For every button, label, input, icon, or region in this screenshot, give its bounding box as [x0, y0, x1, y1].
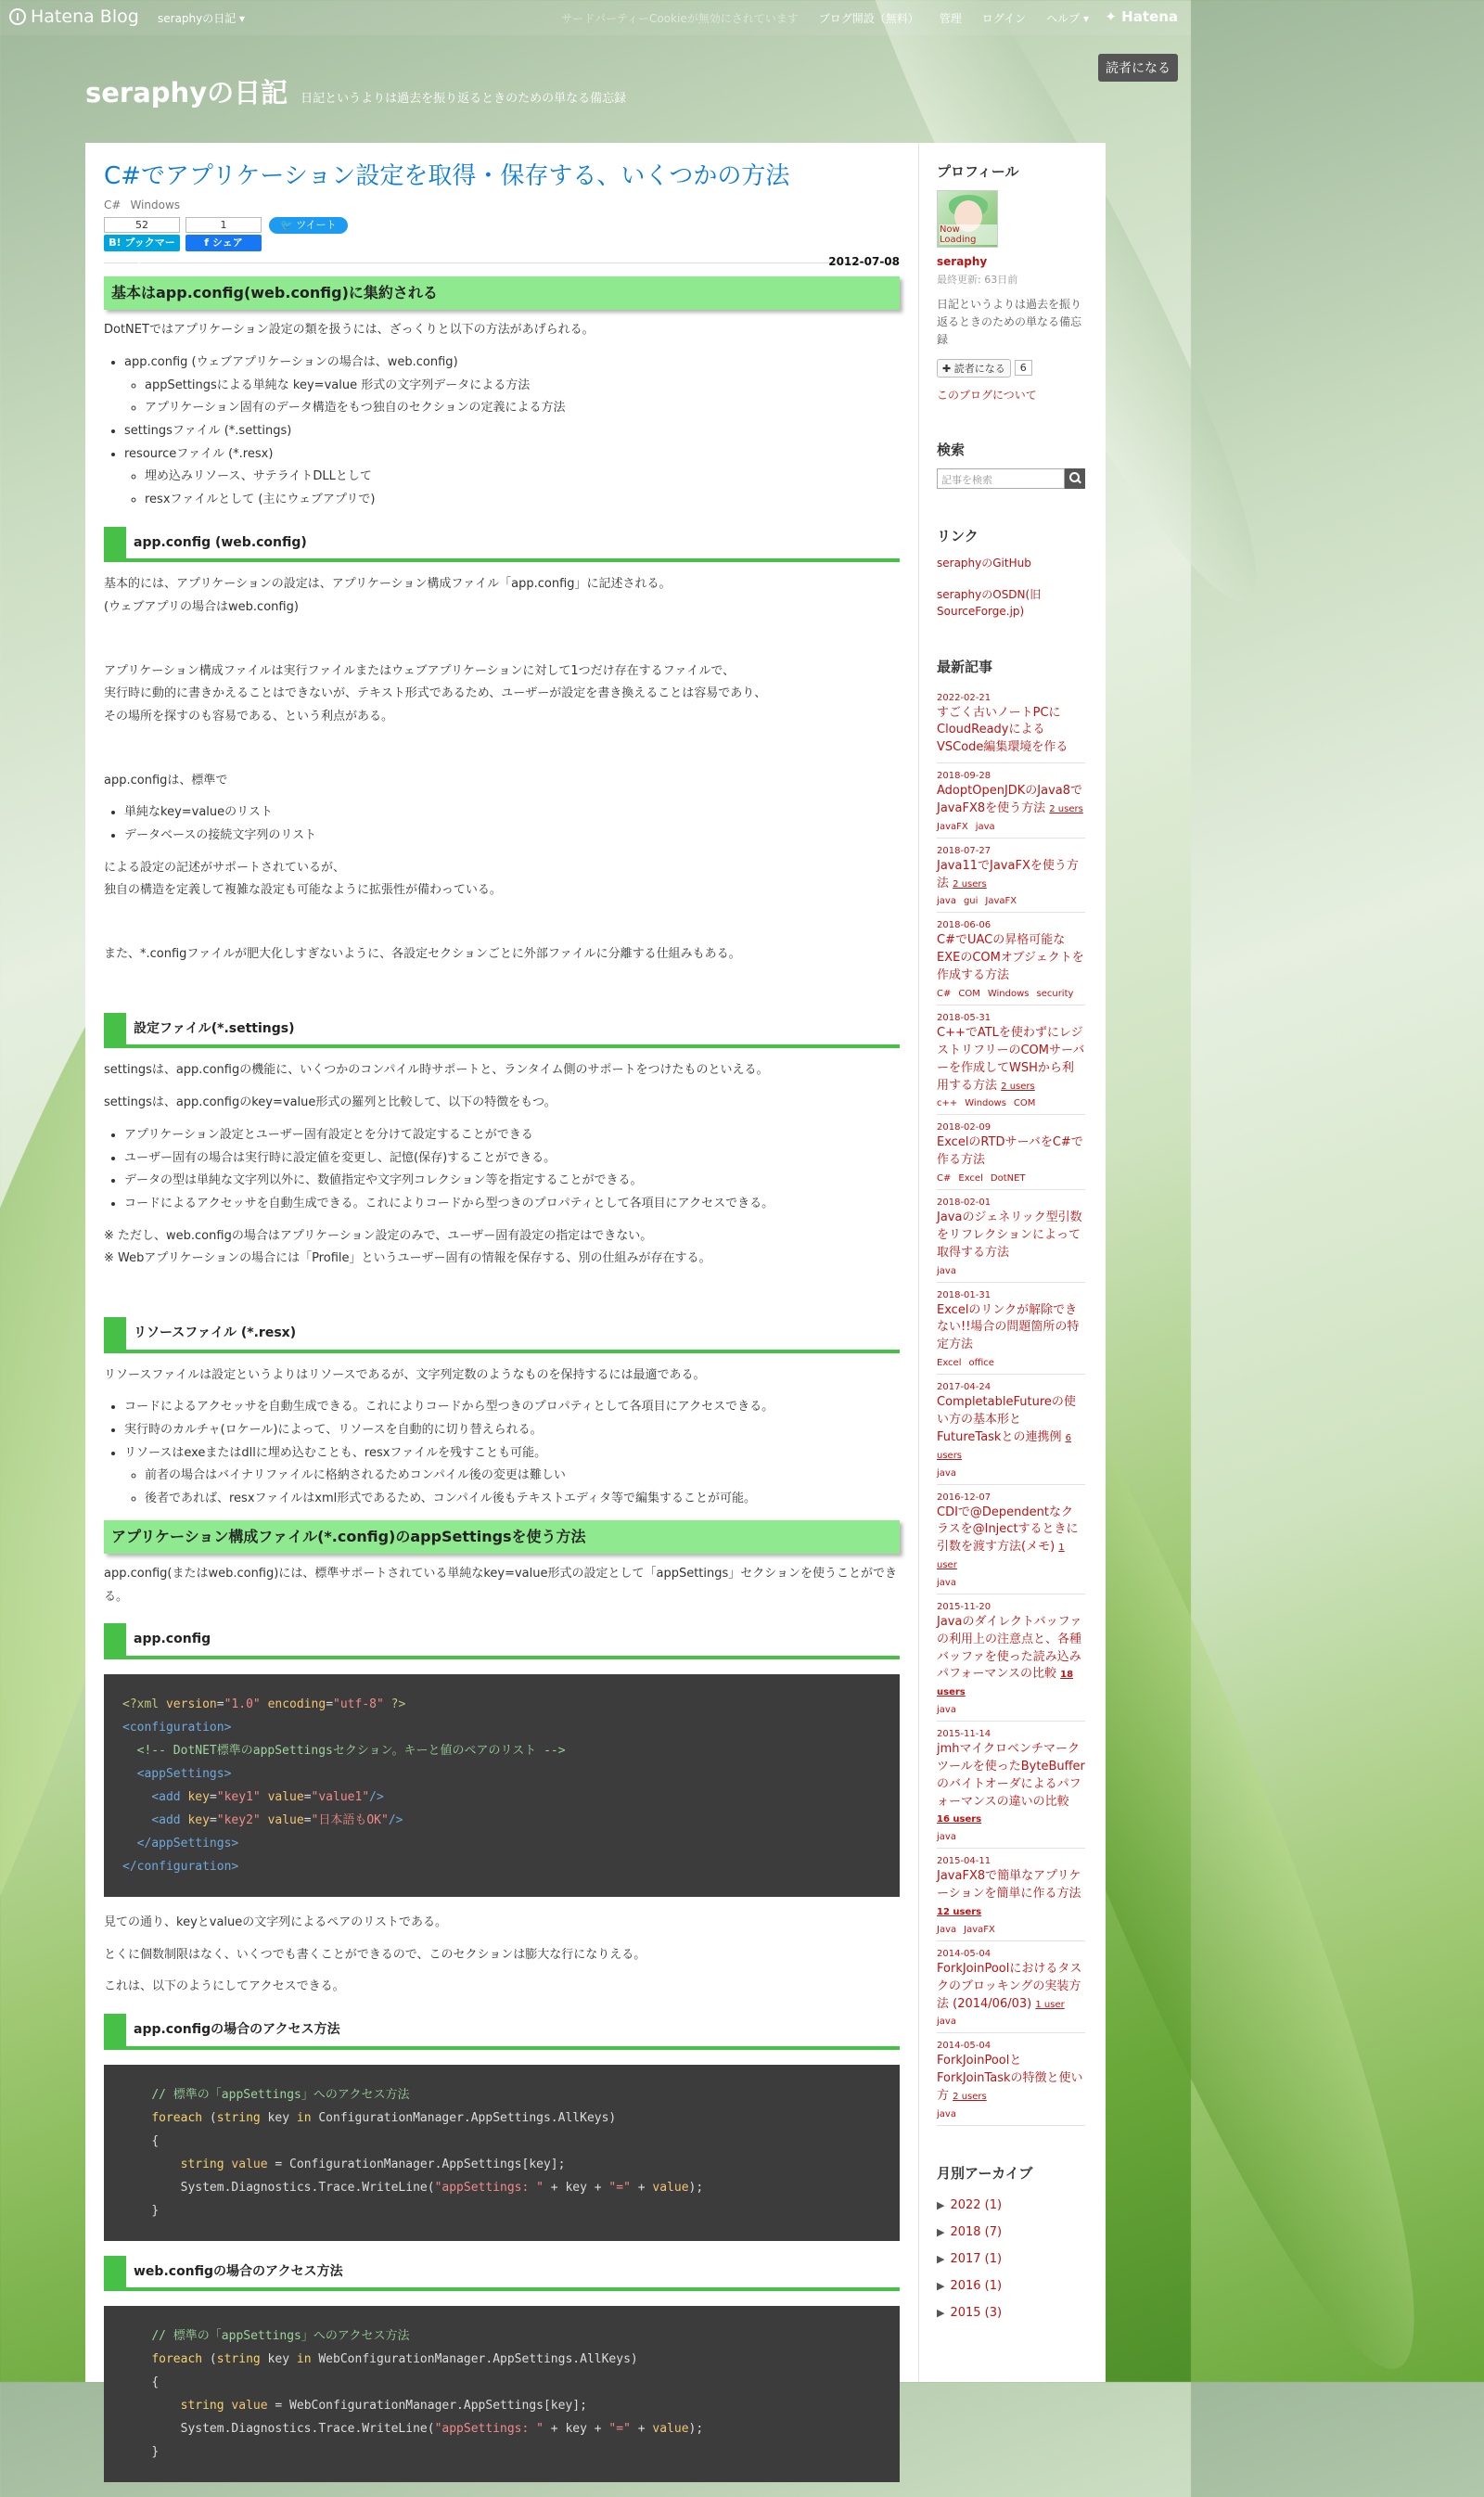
category-link[interactable]: office: [968, 1358, 994, 1369]
hatena-blog-icon: [9, 8, 26, 25]
category-link[interactable]: Windows: [130, 198, 181, 211]
category-link[interactable]: C#: [937, 989, 952, 999]
list-item: • アプリケーション設定とユーザー固有設定とを分けて設定することができる: [124, 1124, 900, 1147]
list-item: • リソースはexeまたはdllに埋め込むことも、resxファイルを残すことも可能。 ◦ 前者の場合はバイナリファイルに格納されるためコンパイル後の変更は難しい ◦ 後者であれば、resxファイルはxml形式であるため、コンパイル後もテキストエディタ等で編集することが可能。: [124, 1442, 900, 1511]
recent-entry[interactable]: [937, 2033, 1085, 2126]
blog-header: [85, 72, 626, 110]
login-link[interactable]: ログイン: [981, 12, 1027, 25]
paragraph: 見ての通り、keyとvalueの文字列によるペアのリストである。: [104, 1915, 448, 1930]
section-heading: 基本はapp.config(web.config)に集約される: [104, 276, 900, 310]
bookmark-users[interactable]: 1 user: [1035, 1999, 1065, 2010]
recent-entry[interactable]: [937, 1005, 1085, 1115]
recent-entry-title[interactable]: JavaFX8で簡単なアプリケーションを簡単に作る方法 12 users: [937, 1869, 1081, 1917]
recent-entry-title[interactable]: CompletableFutureの使い方の基本形とFutureTaskとの連携例 6 users: [937, 1395, 1076, 1461]
list-item: ◦ 後者であれば、resxファイルはxml形式であるため、コンパイル後もテキストエディタ等で編集することが可能。: [145, 1488, 900, 1511]
hatena-bookmark-button[interactable]: [104, 217, 180, 265]
search-module: [937, 440, 1085, 489]
paragraph: これは、以下のようにしてアクセスできる。: [104, 1979, 345, 1994]
category-link[interactable]: Excel: [937, 1358, 962, 1369]
blog-menu[interactable]: seraphyの日記 ▾: [158, 12, 246, 25]
category-link[interactable]: JavaFX: [937, 821, 968, 832]
subsection-heading: web.configの場合のアクセス方法: [104, 2256, 900, 2292]
bookmark-users[interactable]: 2 users: [1001, 1081, 1035, 1092]
avatar[interactable]: [937, 190, 998, 248]
list-item: ◦ 前者の場合はバイナリファイルに格納されるためコンパイル後の変更は難しい: [145, 1465, 900, 1488]
recent-entry-title[interactable]: C++でATLを使わずにレジストリフリーのCOMサーバーを作成してWSHから利用する方法 2 users: [937, 1026, 1085, 1093]
recent-entry-date: 2018-02-09: [937, 1122, 991, 1133]
category-link[interactable]: java: [937, 2017, 956, 2028]
recent-entry-title[interactable]: ExcelのRTDサーバをC#で作る方法: [937, 1135, 1083, 1168]
expand-triangle-icon[interactable]: ▶: [937, 2198, 945, 2211]
module-heading: リンク: [937, 527, 979, 544]
hatena-blog-logo[interactable]: Hatena Blog: [9, 6, 139, 27]
list-item: • 実行時のカルチャ(ロケール)によって、リソースを自動的に切り替えられる。: [124, 1419, 900, 1442]
follow-row: [937, 359, 1085, 378]
entry-body: [104, 276, 900, 2482]
category-link[interactable]: Windows: [987, 989, 1030, 999]
recent-entry-tags: [937, 822, 1085, 832]
osdn-link[interactable]: seraphyのOSDN(旧SourceForge.jp): [937, 587, 1042, 618]
about-blog-link[interactable]: このブログについて: [937, 388, 1037, 402]
archive-year[interactable]: ▶ 2022 (1): [937, 2197, 1003, 2212]
paragraph: による設定の記述がサポートされているが、 独自の構造を定義して複雑な設定も可能なように拡張性が備わっている。: [104, 860, 502, 898]
recent-entry[interactable]: [937, 839, 1085, 914]
sidebar: [937, 161, 1085, 2363]
tweet-button[interactable]: 🐦 ツイート: [269, 217, 348, 234]
recent-entry-tags: [937, 1705, 1085, 1715]
category-link[interactable]: JavaFX: [985, 896, 1017, 907]
subsection-heading: リソースファイル (*.resx): [104, 1317, 900, 1353]
recent-entry[interactable]: [937, 913, 1085, 1005]
entry-categories: [104, 198, 900, 211]
recent-entry-title[interactable]: CDIで@Dependentなクラスを@Injectするときに引数を渡す方法(メモ) 1 user: [937, 1505, 1079, 1571]
category-link[interactable]: java: [937, 1705, 956, 1716]
bookmark-users[interactable]: 2 users: [1049, 803, 1083, 814]
subscribe-button[interactable]: 読者になる: [1098, 54, 1178, 82]
last-updated: 最終更新: 63日前: [937, 274, 1018, 286]
blog-title[interactable]: seraphyの日記: [85, 77, 288, 109]
follower-count: 6: [1015, 360, 1032, 376]
recent-entry-date: 2015-04-11: [937, 1856, 991, 1867]
category-link[interactable]: Excel: [958, 1173, 983, 1184]
paragraph: とくに個数制限はなく、いくつでも書くことができるので、このセクションは膨大な行になりえる。: [104, 1947, 646, 1962]
module-heading: 最新記事: [937, 658, 993, 675]
recent-entry-title[interactable]: すごく古いノートPCにCloudReadyによるVSCode編集環境を作る: [937, 705, 1068, 755]
bookmark-users[interactable]: 2 users: [953, 2092, 987, 2103]
recent-entry-tags: [937, 2017, 1085, 2027]
recent-entry[interactable]: [937, 1941, 1085, 2034]
profile-description: 日記というよりは過去を振り返るときのための単なる備忘録: [937, 298, 1082, 347]
content-container: [85, 143, 1106, 2460]
category-link[interactable]: COM: [1013, 1098, 1036, 1109]
archive-year[interactable]: ▶ 2017 (1): [937, 2251, 1003, 2266]
bookmark-users[interactable]: 12 users: [937, 1907, 982, 1917]
recent-entry-tags: [937, 1098, 1085, 1108]
category-link[interactable]: java: [937, 896, 956, 907]
category-link[interactable]: java: [937, 1832, 956, 1843]
recent-entry[interactable]: [937, 1594, 1085, 1722]
recent-entry-tags: [937, 1173, 1085, 1184]
list-item: ◦ 埋め込みリソース、サテライトDLLとして: [145, 466, 900, 489]
follow-button[interactable]: ✚ 読者になる: [937, 359, 1011, 378]
recent-entry-tags: [937, 989, 1085, 999]
list-item: ◦ appSettingsによる単純な key=value 形式の文字列データによる方法: [145, 375, 900, 398]
search-input[interactable]: 記事を検索: [937, 468, 1065, 489]
subsection-heading: app.config: [104, 1623, 900, 1659]
list-item: • resourceファイル (*.resx) ◦ 埋め込みリソース、サテライトDLLとして ◦ resxファイルとして (主にウェブアプリで): [124, 443, 900, 512]
archive-year[interactable]: ▶ 2015 (3): [937, 2305, 1003, 2320]
recent-entry-date: 2017-04-24: [937, 1382, 991, 1393]
recent-entry-tags: [937, 1832, 1085, 1842]
recent-entry-title[interactable]: Java11でJavaFXを使う方法 2 users: [937, 858, 1079, 890]
bookmark-label: B! ブックマーク: [104, 235, 180, 251]
recent-entry[interactable]: [937, 1375, 1085, 1484]
share-label: f シェア: [186, 235, 262, 251]
recent-entry-title[interactable]: Excelのリンクが解除できない!!場合の問題箇所の特定方法: [937, 1302, 1080, 1352]
category-link[interactable]: gui: [963, 896, 979, 907]
recent-entry-tags: [937, 1266, 1085, 1276]
global-links: [561, 10, 1089, 26]
recent-entry-date: 2018-07-27: [937, 845, 991, 856]
recent-entry-tags: [937, 1925, 1085, 1935]
recent-entry[interactable]: [937, 763, 1085, 839]
category-link[interactable]: java: [937, 1577, 956, 1588]
bookmark-users[interactable]: 18 users: [937, 1670, 1074, 1698]
hatena-logo[interactable]: ✦ Hatena: [1105, 8, 1178, 25]
expand-triangle-icon[interactable]: ▶: [937, 2279, 945, 2292]
list-item: • データベースの接続文字列のリスト: [124, 825, 900, 848]
section-heading: アプリケーション構成ファイル(*.config)のappSettingsを使う方法: [104, 1520, 900, 1554]
category-link[interactable]: Windows: [965, 1098, 1006, 1109]
recent-entry-tags: [937, 2109, 1085, 2119]
open-blog-link[interactable]: ブログ開設（無料）: [818, 12, 919, 25]
category-link[interactable]: DotNET: [990, 1173, 1026, 1184]
recent-entry[interactable]: [937, 1722, 1085, 1849]
recent-entry[interactable]: [937, 1190, 1085, 1283]
search-icon[interactable]: [1065, 468, 1085, 489]
recent-entry-title[interactable]: ForkJoinPoolにおけるタスクのブロッキングの実装方法 (2014/06/03) 1 user: [937, 1961, 1082, 2011]
recent-entry-date: 2014-05-04: [937, 2041, 991, 2052]
list-item: • ユーザー固有の場合は実行時に設定値を変更し、記憶(保存)することができる。: [124, 1147, 900, 1171]
admin-link[interactable]: 管理: [939, 12, 962, 25]
profile-module: [937, 161, 1085, 403]
entry-title[interactable]: C#でアプリケーション設定を取得・保存する、いくつかの方法: [104, 162, 790, 190]
recent-entry-date: 2015-11-20: [937, 1601, 991, 1612]
recent-entry-title[interactable]: ForkJoinPoolとForkJoinTaskの特徴と使い方 2 users: [937, 2054, 1083, 2104]
recent-entry-date: 2018-02-01: [937, 1197, 991, 1209]
bullet-list: [124, 1396, 900, 1510]
paragraph: リソースファイルは設定というよりはリソースであるが、文字列定数のようなものを保持するには最適である。: [104, 1367, 706, 1382]
bookmark-count: 52: [104, 217, 180, 233]
method-list: [124, 352, 900, 512]
recent-entry[interactable]: [937, 685, 1085, 764]
cookie-notice: サードパーティーCookieが無効にされています: [561, 12, 799, 25]
recent-entry-date: 2022-02-21: [937, 692, 991, 703]
recent-entry[interactable]: [937, 1849, 1085, 1941]
bullet-list: [124, 801, 900, 847]
archive-list: [937, 2192, 1085, 2326]
list-item: • 単純なkey=valueのリスト: [124, 801, 900, 825]
recent-entry-tags: [937, 896, 1085, 906]
category-link[interactable]: c++: [937, 1098, 958, 1109]
list-item: • app.config (ウェブアプリケーションの場合は、web.config) ◦ appSettingsによる単純な key=value 形式の文字列データによる方法 ◦ アプリケーション固有のデータ構造をもつ独自のセクションの定義による方法: [124, 352, 900, 420]
list-item: ◦ アプリケーション固有のデータ構造をもつ独自のセクションの定義による方法: [145, 397, 900, 420]
bookmark-users[interactable]: 16 users: [937, 1814, 982, 1825]
profile-name[interactable]: seraphy: [937, 255, 988, 268]
category-link[interactable]: COM: [958, 989, 980, 999]
category-link[interactable]: JavaFX: [964, 1924, 995, 1935]
recent-entries-module: [937, 657, 1085, 2126]
facebook-share-button[interactable]: [186, 217, 262, 251]
paragraph: app.config(またはweb.config)には、標準サポートされている単純なkey=value形式の設定として「appSettings」セクションを使うことができる。: [104, 1567, 898, 1604]
column-divider: [918, 143, 919, 2382]
category-link[interactable]: java: [937, 1265, 956, 1276]
recent-entry-tags: [937, 1578, 1085, 1588]
list-item: • データの型は単純な文字列以外に、数値指定や文字列コレクション等を指定することができる。: [124, 1170, 900, 1193]
subsection-heading: app.config (web.config): [104, 527, 900, 563]
category-link[interactable]: java: [937, 1467, 956, 1479]
entry-date[interactable]: 2012-07-08: [828, 255, 900, 268]
recent-entry-tags: [937, 1468, 1085, 1479]
help-menu[interactable]: ヘルプ ▾: [1046, 12, 1089, 25]
archive-year[interactable]: ▶ 2018 (7): [937, 2224, 1003, 2239]
recent-entry-date: 2018-06-06: [937, 920, 991, 931]
category-link[interactable]: java: [975, 821, 995, 832]
archive-module: [937, 2163, 1085, 2326]
code-block-web-access: // 標準の「appSettings」へのアクセス方法 foreach (string key in WebConfigurationManager.AppSettings.AllKeys) { string value = WebConfigurationManager.AppSettings[key]; System.Diagnostics.Trace.WriteLine("appSettings: " + key + "=" + value); }: [104, 2306, 900, 2482]
category-link[interactable]: java: [937, 2108, 956, 2119]
category-link[interactable]: security: [1036, 989, 1074, 999]
category-link[interactable]: Java: [937, 1924, 957, 1935]
recent-entry-date: 2018-09-28: [937, 771, 991, 782]
recent-entry-date: 2014-05-04: [937, 1948, 991, 1959]
bookmark-users[interactable]: 6 users: [937, 1432, 1071, 1461]
recent-entry-title[interactable]: C#でUACの昇格可能なEXEのCOMオブジェクトを作成する方法: [937, 933, 1084, 983]
paragraph: また、*.configファイルが肥大化しすぎないように、各設定セクションごとに外部ファイルに分離する仕組みもある。: [104, 947, 741, 962]
list-item: • コードによるアクセッサを自動生成できる。これによりコードから型つきのプロパティとして各項目にアクセスできる。: [124, 1396, 900, 1419]
code-block-app-config: <?xml version="1.0" encoding="utf-8" ?> <configuration> <!-- DotNET標準のappSettingsセクション。キーと値のペアのリスト --> <appSettings> <add key="key1" value="value1"/> <add key="key2" value="日本語もOK"/> </appSettings> </configuration>: [104, 1674, 900, 1897]
list-item: • コードによるアクセッサを自動生成できる。これによりコードから型つきのプロパティとして各項目にアクセスできる。: [124, 1193, 900, 1216]
recent-entry-date: 2018-05-31: [937, 1013, 991, 1023]
recent-entry-tags: [937, 1358, 1085, 1368]
expand-triangle-icon[interactable]: ▶: [937, 2225, 945, 2238]
share-count: 1: [186, 217, 262, 233]
category-link[interactable]: C#: [937, 1173, 952, 1184]
list-item: ◦ resxファイルとして (主にウェブアプリで): [145, 489, 900, 512]
paragraph: アプリケーション構成ファイルは実行ファイルまたはウェブアプリケーションに対して1つだけ存在するファイルで、 実行時に動的に書きかえることはできないが、テキスト形式であるため、ユーザーが設定を書き換えることは容易であり、 その場所を探すのも容易である、という利点がある。: [104, 663, 767, 724]
paragraph: ※ ただし、web.configの場合はアプリケーション設定のみで、ユーザー固有設定の指定はできない。 ※ Webアプリケーションの場合には「Profile」というユーザー固有の情報を保存する、別の仕組みが存在する。: [104, 1228, 711, 1266]
recent-entry[interactable]: [937, 1485, 1085, 1594]
recent-entry-title[interactable]: Javaのダイレクトバッファの利用上の注意点と、各種バッファを使った読み込みパフォーマンスの比較 18 users: [937, 1614, 1082, 1698]
github-link[interactable]: seraphyのGitHub: [937, 556, 1031, 570]
recent-entry-date: 2018-01-31: [937, 1289, 991, 1300]
recent-entry-title[interactable]: Javaのジェネリック型引数をリフレクションによって取得する方法: [937, 1210, 1082, 1260]
bullet-list: [124, 1124, 900, 1216]
recent-entry[interactable]: [937, 1115, 1085, 1190]
recent-entry-title[interactable]: jmhマイクロベンチマークツールを使ったByteBufferのバイトオーダによるパフォーマンスの違いの比較 16 users: [937, 1742, 1085, 1825]
entry: [104, 161, 900, 2497]
recent-entry-date: 2016-12-07: [937, 1492, 991, 1503]
module-heading: 検索: [937, 441, 966, 458]
paragraph: app.configは、標準で: [104, 773, 228, 788]
links-module: [937, 526, 1085, 620]
global-header: [0, 0, 1191, 35]
module-heading: 月別アーカイブ: [937, 2164, 1033, 2182]
recent-entry-date: 2015-11-14: [937, 1729, 991, 1740]
category-link[interactable]: C#: [104, 198, 122, 211]
recent-entry[interactable]: [937, 1283, 1085, 1376]
paragraph: 基本的には、アプリケーションの設定は、アプリケーション構成ファイル「app.config」に記述される。 (ウェブアプリの場合はweb.config): [104, 577, 672, 614]
expand-triangle-icon[interactable]: ▶: [937, 2252, 945, 2265]
blog-description: 日記というよりは過去を振り返るときのための単なる備忘録: [301, 92, 627, 106]
list-item: • settingsファイル (*.settings): [124, 420, 900, 443]
subsection-heading: app.configの場合のアクセス方法: [104, 2014, 900, 2050]
expand-triangle-icon[interactable]: ▶: [937, 2306, 945, 2319]
avatar-caption: Now Loading: [940, 224, 997, 245]
paragraph: settingsは、app.configのkey=value形式の羅列と比較して、以下の特徴をもつ。: [104, 1095, 556, 1110]
subsection-heading: 設定ファイル(*.settings): [104, 1013, 900, 1049]
bookmark-users[interactable]: 2 users: [953, 878, 987, 890]
code-block-app-access: // 標準の「appSettings」へのアクセス方法 foreach (string key in ConfigurationManager.AppSettings.AllKeys) { string value = ConfigurationManager.AppSettings[key]; System.Diagnostics.Trace.WriteLine("appSettings: " + key + "=" + value); }: [104, 2065, 900, 2241]
module-heading: プロフィール: [937, 163, 1019, 180]
archive-year[interactable]: ▶ 2016 (1): [937, 2278, 1003, 2293]
recent-entry-title[interactable]: AdoptOpenJDKのJava8でJavaFX8を使う方法 2 users: [937, 784, 1083, 815]
recent-entries-list: [937, 685, 1085, 2126]
paragraph: DotNETではアプリケーション設定の類を扱うには、ざっくりと以下の方法があげられる。: [104, 323, 595, 338]
paragraph: settingsは、app.configの機能に、いくつかのコンパイル時サポートと、ランタイム側のサポートをつけたものといえる。: [104, 1063, 769, 1078]
bookmark-users[interactable]: 1 user: [937, 1543, 1065, 1571]
